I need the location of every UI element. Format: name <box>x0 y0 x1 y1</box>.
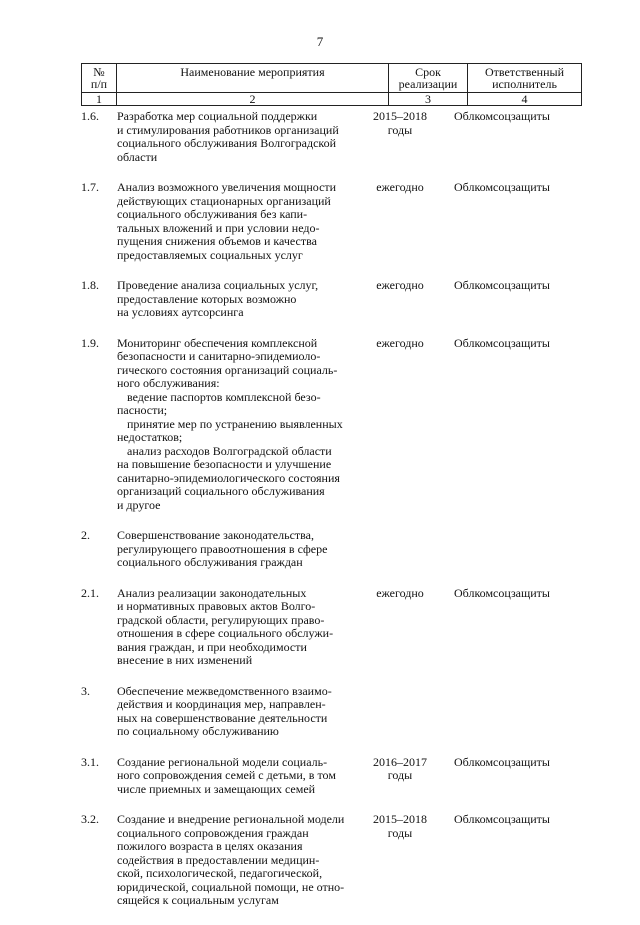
row-activity-name <box>117 756 357 797</box>
row-executor: Облкомсоцзащиты <box>454 335 550 350</box>
header-num-3: 3 <box>389 93 468 106</box>
activity-line: вания граждан, и при необходимости <box>117 639 307 654</box>
row-term <box>357 279 443 293</box>
header-col-number-line2: п/п <box>90 77 108 91</box>
term-line: ежегодно <box>376 278 424 292</box>
activity-line: содействия в предоставлении медицин- <box>117 852 320 867</box>
row-term <box>357 813 443 840</box>
activity-line: Обеспечение межведомственного взаимо- <box>117 683 332 698</box>
table-row <box>81 587 561 668</box>
row-executor: Облкомсоцзащиты <box>454 754 550 769</box>
term-line: годы <box>387 122 413 137</box>
activity-line: Анализ возможного увеличения мощности <box>117 180 337 194</box>
activity-line: юридической, социальной помощи, не отно- <box>117 879 345 894</box>
row-number: 2.1. <box>81 585 99 600</box>
term-line: ежегодно <box>376 585 424 600</box>
row-executor: Облкомсоцзащиты <box>454 109 550 123</box>
activity-line: безопасности и санитарно-эпидемиоло- <box>117 349 321 363</box>
row-activity-name <box>117 685 357 739</box>
header-col-term-line2: реализации <box>398 77 458 91</box>
row-executor: Облкомсоцзащиты <box>454 278 550 292</box>
row-activity-name <box>117 279 357 320</box>
term-line: годы <box>387 825 413 840</box>
header-col-executor-line2: исполнитель <box>492 77 557 91</box>
activity-line: отношения в сфере социального обслужи- <box>117 626 334 640</box>
activity-line: действия и координация мер, направлен- <box>117 697 326 711</box>
row-activity-name <box>117 337 357 513</box>
term-line: ежегодно <box>376 180 424 194</box>
row-number: 3.1. <box>81 754 99 769</box>
activity-line: социального сопровождения граждан <box>117 825 309 840</box>
term-line: годы <box>387 768 413 782</box>
activity-line: сящейся к социальным услугам <box>117 893 279 907</box>
activity-line: Создание региональной модели социаль- <box>117 754 328 769</box>
term-line: 2015–2018 <box>373 812 427 826</box>
row-executor: Облкомсоцзащиты <box>454 180 550 194</box>
activity-line: пожилого возраста в целях оказания <box>117 839 303 853</box>
activity-line: Мониторинг обеспечения комплексной <box>117 335 318 350</box>
row-term <box>357 337 443 351</box>
activity-line: предоставляемых социальных услуг <box>117 247 303 262</box>
activity-line: области <box>117 149 158 164</box>
header-col-term-line1: Срок <box>415 65 441 79</box>
row-term <box>357 110 443 137</box>
activity-line: пасности; <box>117 403 168 417</box>
activity-line: ведение паспортов комплексной безо- <box>127 389 321 404</box>
table-row <box>81 337 561 513</box>
activity-line: и другое <box>117 497 161 512</box>
activity-line: анализ расходов Волгоградской области <box>127 443 332 458</box>
activity-line: пущения снижения объемов и качества <box>117 234 317 248</box>
row-executor: Облкомсоцзащиты <box>454 812 550 826</box>
row-term <box>357 587 443 601</box>
row-number: 3.2. <box>81 812 99 826</box>
activity-line: и стимулирования работников организаций <box>117 122 339 137</box>
header-num-2: 2 <box>117 93 389 106</box>
row-activity-name <box>117 813 357 908</box>
row-number: 1.7. <box>81 180 99 194</box>
header-col-term <box>389 64 468 93</box>
row-activity-name <box>117 110 357 164</box>
activity-line: ской, психологической, педагогической, <box>117 866 323 880</box>
activity-line: Разработка мер социальной поддержки <box>117 109 318 123</box>
table-row <box>81 529 561 570</box>
header-col-number-line1: № <box>93 65 105 79</box>
activity-line: регулирующего правоотношения в сфере <box>117 541 328 556</box>
table-row <box>81 813 561 908</box>
activity-line: и нормативных правовых актов Волго- <box>117 599 316 613</box>
activity-line: ных на совершенствование деятельности <box>117 710 328 725</box>
activity-line: Проведение анализа социальных услуг, <box>117 278 319 292</box>
table-row <box>81 756 561 797</box>
table-row <box>81 181 561 262</box>
activity-line: тальных вложений и при условии недо- <box>117 220 320 235</box>
header-col-executor <box>468 64 582 93</box>
activity-line: на повышение безопасности и улучшение <box>117 457 332 471</box>
activity-line: градской области, регулирующих право- <box>117 612 325 627</box>
table-header <box>81 63 582 106</box>
activity-line: ного обслуживания: <box>117 376 220 390</box>
activity-line: социального обслуживания Волгоградской <box>117 136 337 150</box>
activity-line: гического состояния организаций социаль- <box>117 362 338 377</box>
row-number: 2. <box>81 528 90 542</box>
activity-line: Анализ реализации законодательных <box>117 585 307 600</box>
header-col-name: Наименование мероприятия <box>117 64 389 93</box>
activity-line: числе приемных и замещающих семей <box>117 781 316 796</box>
header-num-4: 4 <box>468 93 582 106</box>
term-line: 2015–2018 <box>373 109 427 123</box>
activity-line: принятие мер по устранению выявленных <box>127 416 343 431</box>
row-activity-name <box>117 181 357 262</box>
activity-line: на условиях аутсорсинга <box>117 305 244 319</box>
activity-line: санитарно-эпидемиологического состояния <box>117 470 340 485</box>
header-col-number <box>82 64 117 93</box>
table-row <box>81 685 561 739</box>
activity-line: социального обслуживания граждан <box>117 555 303 569</box>
activity-line: ного сопровождения семей с детьми, в том <box>117 768 336 782</box>
table-row <box>81 279 561 320</box>
activity-line: Создание и внедрение региональной модели <box>117 812 345 826</box>
row-number: 3. <box>81 683 90 698</box>
page-number: 7 <box>316 34 324 49</box>
activity-line: организаций социального обслуживания <box>117 484 325 498</box>
activity-line: социального обслуживания без капи- <box>117 207 308 221</box>
row-activity-name <box>117 529 357 570</box>
table-body <box>81 110 561 925</box>
row-number: 1.8. <box>81 278 99 292</box>
row-number: 1.9. <box>81 335 99 350</box>
term-line: ежегодно <box>376 335 424 350</box>
term-line: 2016–2017 <box>373 754 427 769</box>
table-row <box>81 110 561 164</box>
row-term <box>357 181 443 195</box>
row-executor: Облкомсоцзащиты <box>454 585 550 600</box>
activity-line: действующих стационарных организаций <box>117 193 331 208</box>
header-col-executor-line1: Ответственный <box>484 65 565 79</box>
header-num-1: 1 <box>82 93 117 106</box>
row-number: 1.6. <box>81 109 99 123</box>
row-term <box>357 756 443 783</box>
activity-line: по социальному обслуживанию <box>117 724 279 738</box>
activity-line: внесение в них изменений <box>117 653 253 667</box>
activity-line: предоставление которых возможно <box>117 291 297 306</box>
activity-line: Совершенствование законодательства, <box>117 528 314 542</box>
row-activity-name <box>117 587 357 668</box>
activity-line: недостатков; <box>117 430 183 444</box>
